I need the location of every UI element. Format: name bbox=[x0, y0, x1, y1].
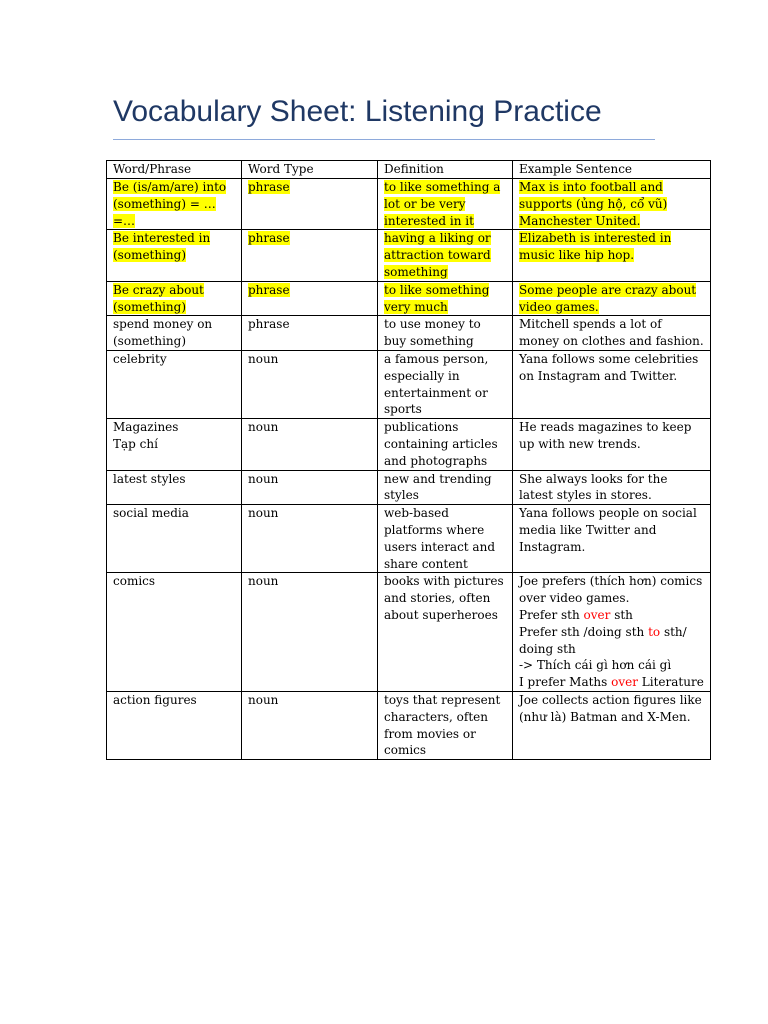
definition-cell: a famous person, especially in entertainment or sports bbox=[378, 350, 513, 418]
definition-cell: to like something very much bbox=[378, 281, 513, 316]
example-cell: Yana follows people on social media like Twitter and Instagram. bbox=[513, 505, 711, 573]
table-row bbox=[107, 316, 711, 351]
table-row bbox=[107, 573, 711, 692]
example-cell: He reads magazines to keep up with new trends. bbox=[513, 419, 711, 470]
table-row bbox=[107, 350, 711, 418]
definition-cell: to like something a lot or be very interested in it bbox=[378, 179, 513, 230]
title-underline bbox=[113, 139, 655, 140]
definition-cell: toys that represent characters, often from movies or comics bbox=[378, 691, 513, 759]
word-cell: social media bbox=[107, 505, 242, 573]
definition-cell: web-based platforms where users interact and share content bbox=[378, 505, 513, 573]
highlight-word: over bbox=[611, 675, 638, 690]
type-cell: noun bbox=[242, 419, 378, 470]
example-cell bbox=[513, 573, 711, 692]
page-title: Vocabulary Sheet: Listening Practice bbox=[113, 95, 602, 128]
example-cell: Elizabeth is interested in music like hip hop. bbox=[513, 230, 711, 281]
table-row bbox=[107, 179, 711, 230]
translation-note: -> Thích cái gì hơn cái gì bbox=[519, 658, 672, 673]
word-cell: Be (is/am/are) into (something) = … =… bbox=[107, 179, 242, 230]
highlight-word: over bbox=[583, 607, 611, 622]
word-cell bbox=[107, 419, 242, 470]
type-cell: noun bbox=[242, 505, 378, 573]
vocabulary-table bbox=[106, 160, 711, 760]
highlight-word: to bbox=[648, 624, 661, 639]
grammar-note: Prefer sth over sth bbox=[519, 607, 633, 622]
word-cell: spend money on (something) bbox=[107, 316, 242, 351]
example-sentence: Joe prefers (thích hơn) comics over video games. bbox=[519, 574, 703, 606]
example-cell: Max is into football and supports (ủng hộ, cổ vũ) Manchester United. bbox=[513, 179, 711, 230]
definition-cell: having a liking or attraction toward something bbox=[378, 230, 513, 281]
word-cell: Be interested in (something) bbox=[107, 230, 242, 281]
example-cell: Some people are crazy about video games. bbox=[513, 281, 711, 316]
table-header-row bbox=[107, 161, 711, 179]
type-cell: noun bbox=[242, 350, 378, 418]
definition-cell: publications containing articles and photographs bbox=[378, 419, 513, 470]
definition-cell: books with pictures and stories, often about superheroes bbox=[378, 573, 513, 692]
grammar-example: I prefer Maths over Literature bbox=[519, 675, 704, 690]
example-cell: Mitchell spends a lot of money on clothes and fashion. bbox=[513, 316, 711, 351]
word-cell: latest styles bbox=[107, 470, 242, 505]
header-word-type: Word Type bbox=[242, 161, 378, 179]
example-cell: Joe collects action figures like (như là) Batman and X-Men. bbox=[513, 691, 711, 759]
table-row bbox=[107, 470, 711, 505]
type-cell: phrase bbox=[242, 179, 378, 230]
table-row bbox=[107, 230, 711, 281]
table-row bbox=[107, 505, 711, 573]
word-translation: Tạp chí bbox=[113, 436, 158, 451]
header-word-phrase: Word/Phrase bbox=[107, 161, 242, 179]
table-row bbox=[107, 691, 711, 759]
word-cell: Be crazy about (something) bbox=[107, 281, 242, 316]
type-cell: phrase bbox=[242, 281, 378, 316]
header-definition: Definition bbox=[378, 161, 513, 179]
table-row bbox=[107, 419, 711, 470]
example-cell: She always looks for the latest styles in stores. bbox=[513, 470, 711, 505]
word-cell: celebrity bbox=[107, 350, 242, 418]
type-cell: noun bbox=[242, 691, 378, 759]
definition-cell: new and trending styles bbox=[378, 470, 513, 505]
word-cell: action figures bbox=[107, 691, 242, 759]
word-line: Magazines bbox=[113, 420, 179, 435]
example-cell: Yana follows some celebrities on Instagram and Twitter. bbox=[513, 350, 711, 418]
type-cell: phrase bbox=[242, 230, 378, 281]
type-cell: noun bbox=[242, 573, 378, 692]
word-cell: comics bbox=[107, 573, 242, 692]
grammar-note: Prefer sth /doing sth to sth/ doing sth bbox=[519, 624, 687, 656]
type-cell: phrase bbox=[242, 316, 378, 351]
type-cell: noun bbox=[242, 470, 378, 505]
header-example-sentence: Example Sentence bbox=[513, 161, 711, 179]
table-row bbox=[107, 281, 711, 316]
definition-cell: to use money to buy something bbox=[378, 316, 513, 351]
